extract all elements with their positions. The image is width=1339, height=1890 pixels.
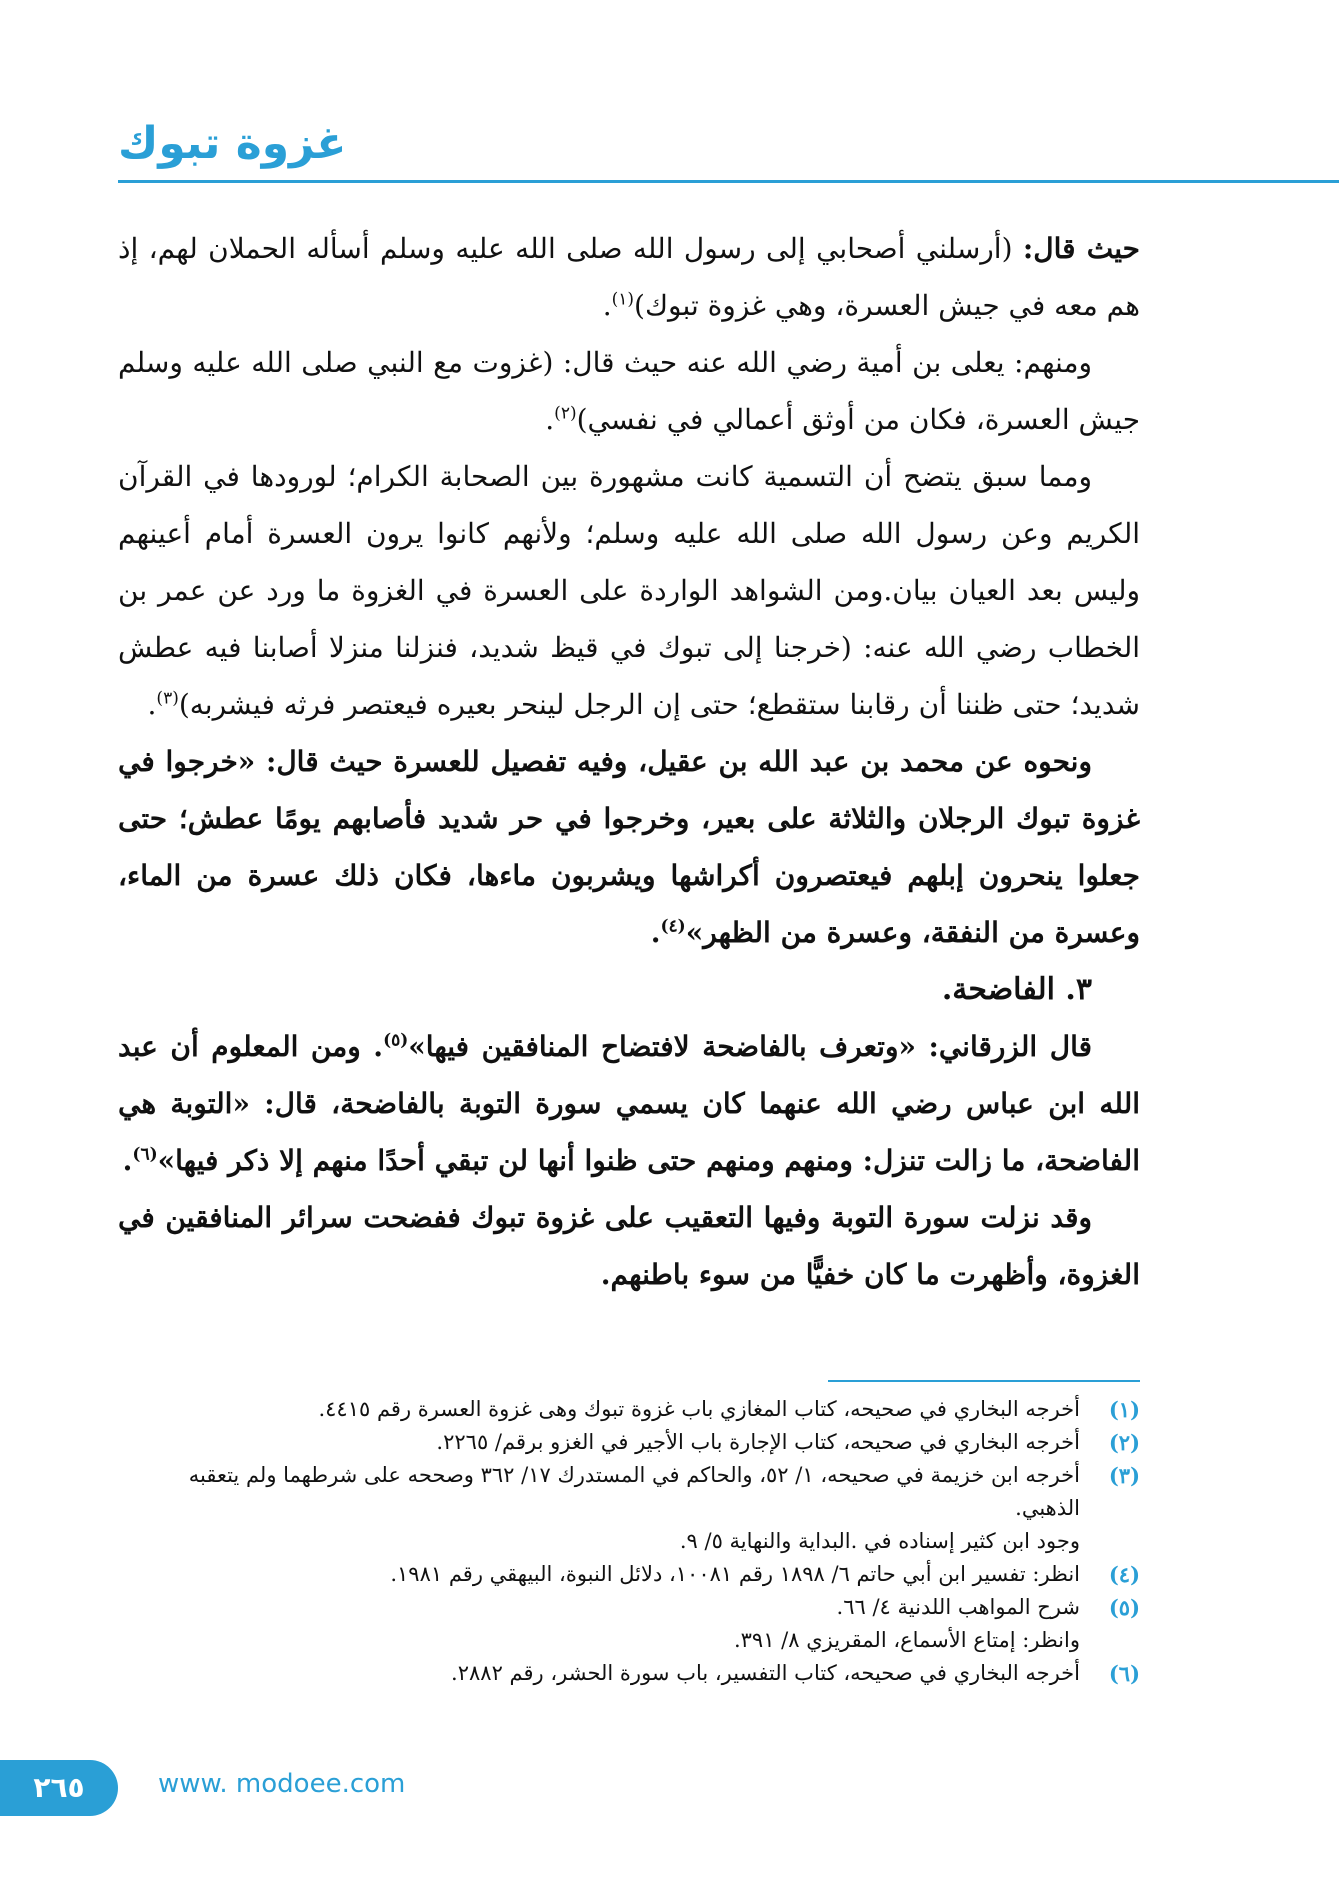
header-rule xyxy=(118,180,1339,183)
paragraph-5 xyxy=(118,1018,1140,1189)
paragraph-text: ونحوه عن محمد بن عبد الله بن عقيل، وفيه تفصيل للعسرة حيث قال: «خرجوا في غزوة تبوك الرجلان والثلاثة على بعير، وخرجوا في حر شديد فأصابهم يومًا عطش؛ حتى جعلوا ينحرون إبلهم فيعتصرون أكراشها ويشربون ماءها، فكان ذلك عسرة من الماء، وعسرة من النفقة، وعسرة من الظهر» xyxy=(118,745,1140,949)
paragraph-end: . xyxy=(602,289,612,322)
footnote-number: (٥) xyxy=(1108,1595,1140,1620)
footnote-number: (٦) xyxy=(1108,1661,1140,1686)
footnote-number: (٢) xyxy=(1108,1430,1140,1455)
footnote-3-continuation: وجود ابن كثير إسناده في .البداية والنهاية ٥/ ٩. xyxy=(679,1529,1080,1553)
paragraph-text: قال الزرقاني: «وتعرف بالفاضحة لافتضاح المنافقين فيها» xyxy=(408,1030,1092,1063)
footnote-ref[interactable]: (٢) xyxy=(554,403,577,424)
footnote-6 xyxy=(150,1657,1140,1690)
footnote-number: (١) xyxy=(1108,1397,1140,1422)
paragraph-end: . xyxy=(122,1144,133,1177)
paragraph-text: وقد نزلت سورة التوبة وفيها التعقيب على غزوة تبوك ففضحت سرائر المنافقين في الغزوة، وأظهرت ما كان خفيًّا من سوء باطنهم. xyxy=(118,1201,1140,1291)
footnote-ref[interactable]: (٤) xyxy=(660,916,686,937)
footnote-1 xyxy=(150,1393,1140,1426)
paragraph-text: ومما سبق يتضح أن التسمية كانت مشهورة بين الصحابة الكرام؛ لورودها في القرآن الكريم وعن رسول الله صلى الله عليه وسلم؛ ولأنهم كانوا يرون العسرة أمام أعينهم وليس بعد العيان بيان.ومن الشواهد الواردة على العسرة في الغزوة ما ورد عن عمر بن الخطاب رضي الله عنه: (خرجنا إلى تبوك في قيظ شديد، فنزلنا منزلا أصابنا فيه عطش شديد؛ حتى ظننا أن رقابنا ستقطع؛ حتى إن الرجل لينحر بعيره فيعتصر فرثه فيشربه) xyxy=(118,460,1140,721)
page-number-badge: ٢٦٥ xyxy=(0,1760,118,1816)
footnote-3 xyxy=(150,1459,1140,1525)
footnote-2 xyxy=(150,1426,1140,1459)
footnote-5-continuation: وانظر: إمتاع الأسماع، المقريزي ٨/ ٣٩١. xyxy=(733,1628,1080,1652)
footnote-text: أخرجه البخاري في صحيحه، كتاب المغازي باب غزوة تبوك وهى غزوة العسرة رقم ٤٤١٥. xyxy=(318,1397,1080,1421)
website-url[interactable]: www. modoee.com xyxy=(158,1769,406,1799)
footnote-number: (٣) xyxy=(1108,1463,1140,1488)
paragraph-2 xyxy=(118,334,1140,448)
paragraph-end: . xyxy=(650,916,661,949)
paragraph-lead: حيث قال: xyxy=(1022,232,1140,265)
paragraph-text: ومنهم: يعلى بن أمية رضي الله عنه حيث قال: (غزوت مع النبي صلى الله عليه وسلم جيش العسرة، فكان من أوثق أعمالي في نفسي) xyxy=(118,346,1140,436)
footnote-rule xyxy=(828,1380,1140,1382)
footnote-text: أخرجه ابن خزيمة في صحيحه، ١/ ٥٢، والحاكم في المستدرك ١٧/ ٣٦٢ وصححه على شرطهما ولم يتعقبه الذهبي. xyxy=(188,1463,1080,1520)
footnote-text: أخرجه البخاري في صحيحه، كتاب التفسير، باب سورة الحشر، رقم ٢٨٨٢. xyxy=(451,1661,1080,1685)
paragraph-end: . xyxy=(545,403,555,436)
footnote-text: انظر: تفسير ابن أبي حاتم ٦/ ١٨٩٨ رقم ١٠٠٨١، دلائل النبوة، البيهقي رقم ١٩٨١. xyxy=(390,1562,1080,1586)
paragraph-6 xyxy=(118,1189,1140,1303)
footnote-4 xyxy=(150,1558,1140,1591)
footnote-text: أخرجه البخاري في صحيحه، كتاب الإجارة باب الأجير في الغزو برقم/ ٢٢٦٥. xyxy=(436,1430,1080,1454)
paragraph-4 xyxy=(118,733,1140,961)
footnote-text: شرح المواهب اللدنية ٤/ ٦٦. xyxy=(836,1595,1080,1619)
running-title: غزوة تبوك xyxy=(118,118,347,169)
footnote-ref[interactable]: (٥) xyxy=(383,1030,409,1051)
footnote-ref[interactable]: (٣) xyxy=(156,688,179,709)
paragraph-1 xyxy=(118,220,1140,334)
section-heading: ٣. الفاضحة. xyxy=(941,972,1092,1007)
footnote-5 xyxy=(150,1591,1140,1624)
paragraph-text: (أرسلني أصحابي إلى رسول الله صلى الله عليه وسلم أسأله الحملان لهم، إذ هم معه في جيش العسرة، وهي غزوة تبوك) xyxy=(118,232,1140,322)
footnotes xyxy=(150,1393,1140,1690)
main-text xyxy=(118,220,1140,1303)
paragraph-text: . ومن المعلوم أن عبد الله ابن عباس رضي الله عنهما كان يسمي سورة التوبة بالفاضحة، قال: «التوبة هي الفاضحة، ما زالت تنزل: ومنهم ومنهم حتى ظنوا أنها لن تبقي أحدًا منهم إلا ذكر فيها» xyxy=(118,1030,1140,1177)
footnote-ref[interactable]: (٦) xyxy=(132,1144,158,1165)
footnote-ref[interactable]: (١) xyxy=(611,289,635,310)
paragraph-end: . xyxy=(147,688,157,721)
paragraph-3 xyxy=(118,448,1140,733)
footnote-number: (٤) xyxy=(1108,1562,1140,1587)
